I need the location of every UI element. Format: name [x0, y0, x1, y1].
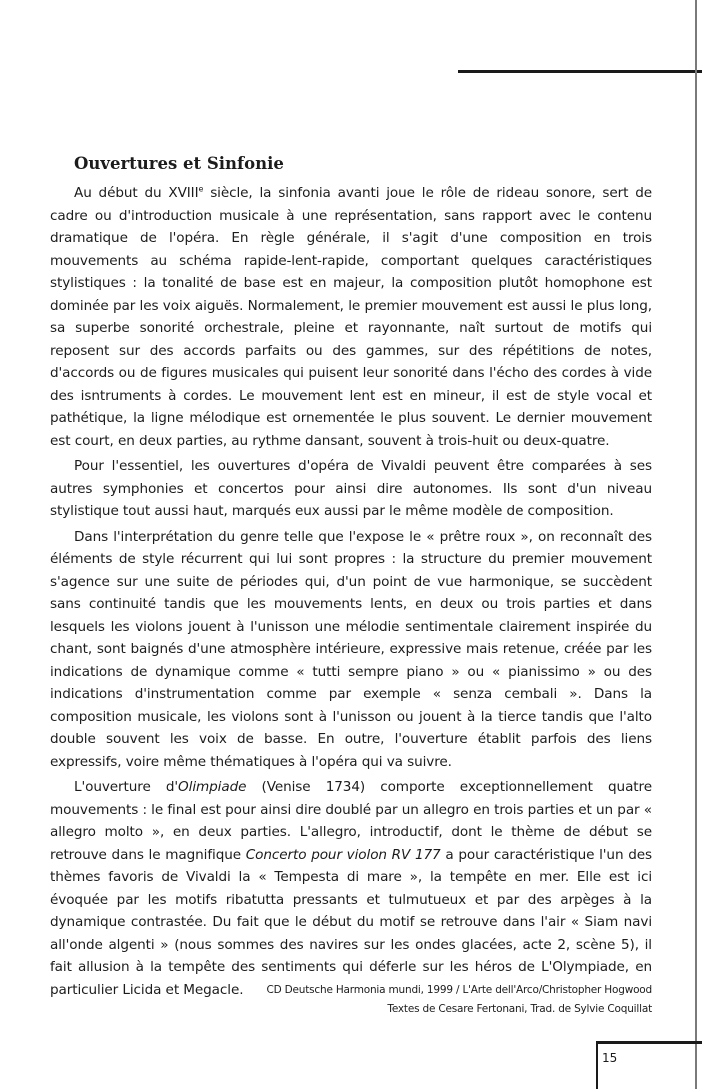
paragraph-4 — [50, 776, 652, 1001]
article-body — [50, 153, 652, 1004]
paragraph-4-middle: (Venise 1734) comporte exceptionnellement quatre mouvements : le final est pour ainsi dire doublé par un allegro en trois parties et un par « allegro molto », en deux parties. L'allegro, introductif, dont le thème de début se retrouve dans le magnifique — [50, 779, 652, 863]
top-rule — [458, 70, 702, 73]
credits — [266, 981, 652, 1019]
paragraph-4-end: a pour caractéristique l'un des thèmes favoris de Vivaldi la « Tempesta di mare », la tempête en mer. Elle est ici évoquée par les motifs ribatutta pressants et tulmutueux et par des arpèges à la dynamique contrastée. Du fait que le début du motif se retrouve dans l'air « Siam navi all'onde algenti » (nous sommes des navires sur les ondes glacées, acte 2, scène 5), il fait allusion à la tempête des sentiments qui déferle sur les héros de L'Olympiade, en particulier Licida et Megacle. — [50, 846, 652, 998]
concerto-title: Concerto pour violon RV 177 — [245, 846, 441, 863]
credits-recording: CD Deutsche Harmonia mundi, 1999 / L'Arte dell'Arco/Christopher Hogwood — [266, 984, 652, 996]
paragraph-1-text: siècle, la sinfonia avanti joue le rôle de rideau sonore, sert de cadre ou d'introduction musicale à une représentation, sans rapport avec le contenu dramatique de l'opéra. En règle générale, il s'agit d'une composition en trois mouvements au schéma rapide-lent-rapide, comportant quelques caractéristiques stylistiques : la tonalité de base est en majeur, la composition plutôt homophone est dominée par les voix aiguës. Normalement, le premier mouvement est aussi le plus long, sa superbe sonorité orchestrale, pleine et rayonnante, naît surtout de motifs qui reposent sur des accords parfaits ou des gammes, sur des répétitions de notes, d'accords ou de figures musicales qui puisent leur sonorité dans l'écho des cordes à vide des isntruments à cordes. Le mouvement lent est en mineur, il est de style vocal et pathétique, la ligne mélodique est ornementée le plus souvent. Le dernier mouvement est court, en deux parties, au rythme dansant, souvent à trois-huit ou deux-quatre. — [50, 185, 652, 449]
section-heading: Ouvertures et Sinfonie — [74, 154, 284, 173]
century-superscript: e — [198, 184, 204, 194]
paragraph-1 — [50, 182, 652, 452]
page-number-box-edge — [596, 1041, 598, 1089]
paragraph-2: Pour l'essentiel, les ouvertures d'opéra de Vivaldi peuvent être comparées à ses autres symphonies et concertos pour ainsi dire autonomes. Ils sont d'un niveau stylistique tout aussi haut, marqués eux aussi par le même modèle de composition. — [50, 458, 652, 519]
page-edge — [695, 0, 697, 1089]
bottom-rule — [596, 1041, 702, 1044]
credits-texts: Textes de Cesare Fertonani, Trad. de Sylvie Coquillat — [387, 1003, 652, 1015]
paragraph-3: Dans l'interprétation du genre telle que l'expose le « prêtre roux », on reconnaît des éléments de style récurrent qui lui sont propres : la structure du premier mouvement s'agence sur une suite de périodes qui, d'un point de vue harmonique, se succèdent sans continuité tandis que les mouvements lents, en deux ou trois parties et dans lesquels les violons jouent à l'unisson une mélodie sentimentale clairement inspirée du chant, sont baignés d'une atmosphère intérieure, expressive mais retenue, créée par les indications de dynamique comme « tutti sempre piano » ou « pianissimo » ou des indications d'instrumentation comme par exemple « senza cembali ». Dans la composition musicale, les violons sont à l'unisson ou jouent à la tierce tandis que l'alto double souvent les voix de basse. En outre, l'ouverture établit parfois des liens expressifs, voire même thématiques à l'opéra qui va suivre. — [50, 528, 652, 770]
opera-title: Olimpiade — [178, 779, 247, 795]
paragraph-4-start: L'ouverture d' — [74, 779, 179, 795]
page-number: 15 — [602, 1051, 618, 1065]
paragraph-1-start: Au début du XVIII — [74, 185, 199, 201]
